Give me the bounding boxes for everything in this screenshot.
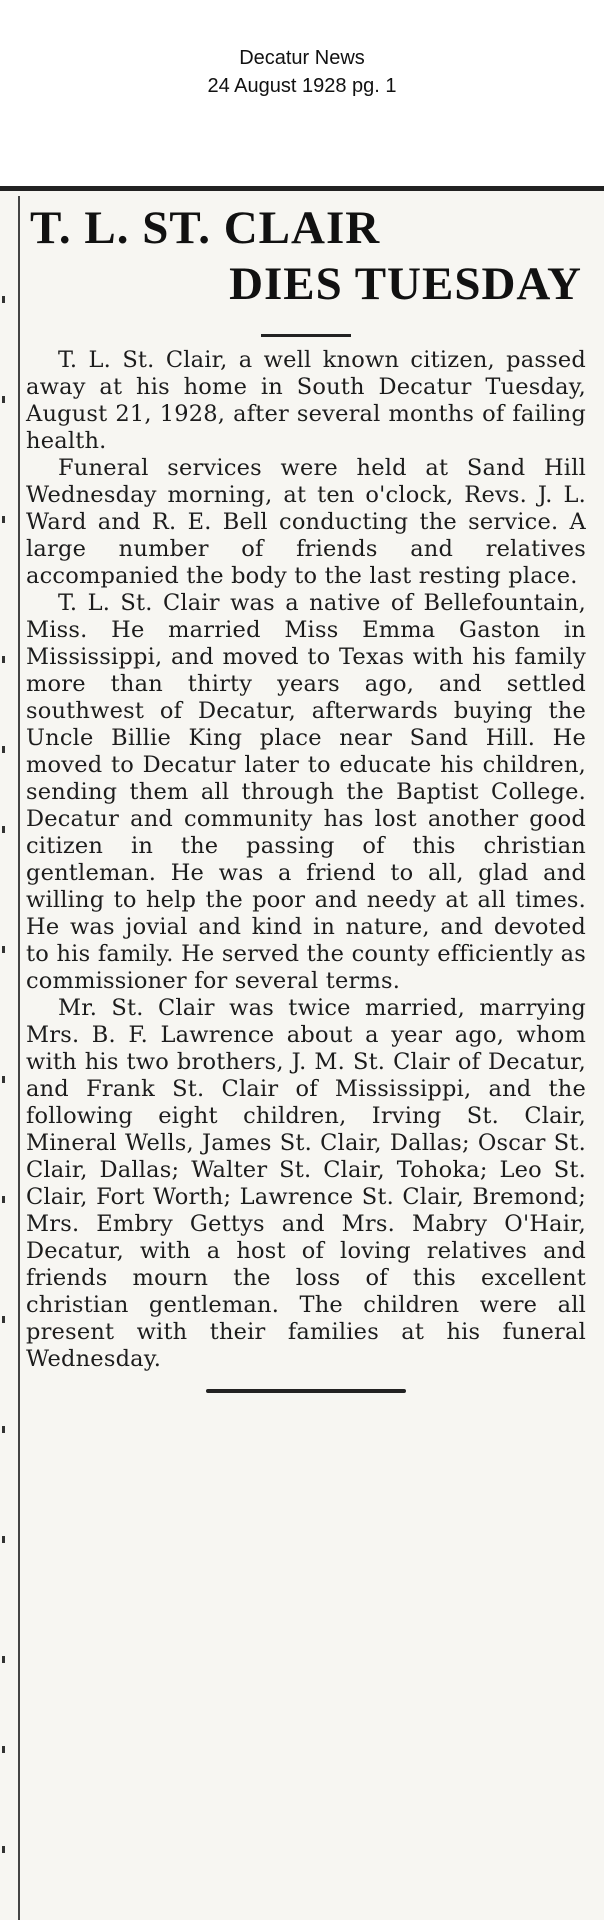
headline-line-1: T. L. ST. CLAIR (30, 202, 381, 254)
article-end-rule (206, 1389, 406, 1393)
paragraph-biography: T. L. St. Clair was a native of Bellefountain, Miss. He married Miss Emma Gaston in Mississippi, and moved to Texas with his family more than thirty years ago, and settled southwest of Decatur, afterwards buying the Uncle Billie King place near Sand Hill. He moved to Decatur later to educate his children, sending them all through the Baptist College. Decatur and community has lost another good citizen in the passing of this christian gentleman. He was a friend to all, glad and willing to help the poor and needy at all times. He was jovial and kind in nature, and devoted to his family. He served the county efficiently as commissioner for several terms. (26, 590, 586, 994)
headline-line-2: DIES TUESDAY (229, 258, 582, 310)
column-top-rule (0, 186, 604, 191)
paragraph-survivors: Mr. St. Clair was twice married, marrying Mrs. B. F. Lawrence about a year ago, whom with his two brothers, J. M. St. Clair of Decatur, and Frank St. Clair of Mississippi, and the following eight children, Irving St. Clair, Mineral Wells, James St. Clair, Dallas; Oscar St. Clair, Dallas; Walter St. Clair, Tohoka; Leo St. Clair, Fort Worth; Lawrence St. Clair, Bremond; Mrs. Embry Gettys and Mrs. Mabry O'Hair, Decatur, with a host of loving relatives and friends mourn the loss of this excellent christian gentleman. The children were all present with their families at his funeral Wednesday. (26, 995, 586, 1372)
newspaper-name: Decatur News (239, 47, 365, 69)
publication-date: 24 August 1928 pg. 1 (207, 75, 397, 97)
left-margin-marks (0, 186, 12, 1920)
newspaper-clipping (0, 186, 604, 1920)
headline (26, 200, 586, 312)
obituary-article (26, 200, 586, 1393)
paragraph-death-notice: T. L. St. Clair, a well known citizen, passed away at his home in South Decatur Tuesday, August 21, 1928, after several months of failing health. (26, 347, 586, 454)
column-left-border (18, 196, 20, 1920)
headline-divider (261, 334, 351, 337)
paragraph-funeral: Funeral services were held at Sand Hill Wednesday morning, at ten o'clock, Revs. J. L. Ward and R. E. Bell conducting the service. A large number of friends and relatives accompanied the body to the last resting place. (26, 455, 586, 589)
clipping-caption (0, 44, 604, 100)
